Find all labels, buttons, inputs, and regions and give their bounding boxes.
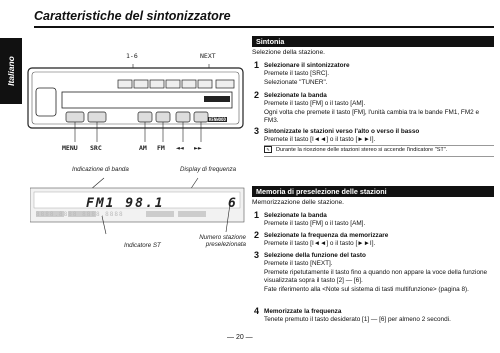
lcd-sub-readout: 8888.8888 8888.8888 [36,211,124,218]
presets-label: 1-6 [126,52,138,60]
faceplate-figure [26,44,246,158]
section-header-memoria: Memoria di preselezione delle stazioni [252,186,494,197]
memoria-intro: Memorizzazione delle stazione. [252,199,344,206]
sintonia-step-1: 1 Selezionare il sintonizzatore Premete il tasto [SRC]. Selezionate "TUNER". [254,60,350,86]
next-label: NEXT [200,52,216,60]
display-figure [30,166,246,266]
memoria-step-3: 3 Selezione della funzione del tasto Premete il tasto [NEXT]. Premete ripetutamente il tasto fino a quando non appare la voce della funzione visualizzata sopra il tasto [2] — [6]. Fate riferimento alla <Note sul sistema di tasti multifunzione> (pagina 8). [254,250,488,293]
fm-label: FM [157,144,165,152]
title-divider [34,26,494,28]
note-icon: ✎ [264,146,272,153]
lcd-main-readout: FM1 98.1 [86,196,165,211]
faceplate-illustration [26,44,246,158]
note-divider-top [264,145,494,146]
memoria-step-1: 1 Selezionate la banda Premete il tasto [FM] o il tasto [AM]. [254,210,366,228]
language-label: Italiano [6,56,16,86]
sintonia-step-2: 2 Selezionate la banda Premete il tasto [FM] o il tasto [AM]. Ogni volta che premete il tasto [FM], l'unità cambia tra le bande FM1, FM2 e FM3. [254,90,480,125]
page-title: Caratteristiche del sintonizzatore [34,9,231,23]
lcd-preset-number: 6 [228,196,236,211]
menu-label: MENU [62,144,78,152]
st-indicator-label: Indicatore ST [124,242,161,249]
stereo-note: ✎ Durante la ricezione delle stazioni stereo si accende l'indicatore "ST". [264,147,494,153]
section-header-sintonia: Sintonia [252,36,494,47]
next-track-label: ►► [194,144,202,152]
preset-number-label: Numero stazione preselezionata [199,234,246,248]
prev-label: ◄◄ [176,144,184,152]
memoria-step-4: 4 Memorizzate la frequenza Tenete premuto il tasto desiderato [1] — [6] per almeno 2 secondi. [254,306,451,324]
brand-logo: KENWOOD [209,117,226,122]
page-number: — 20 — [227,334,253,341]
sintonia-step-3: 3 Sintonizzate le stazioni verso l'alto o verso il basso Premete il tasto [I◄◄] o il tasto [►►I]. [254,126,420,144]
note-divider-bottom [264,156,494,157]
sintonia-intro: Selezione della stazione. [252,49,325,56]
band-indicator-label: Indicazione di banda [72,166,129,173]
memoria-step-2: 2 Selezionate la frequenza da memorizzare Premete il tasto [I◄◄] o il tasto [►►I]. [254,230,389,248]
am-label: AM [139,144,147,152]
src-label: SRC [90,144,102,152]
frequency-display-label: Display di frequenza [180,166,237,173]
language-tab [0,38,22,104]
